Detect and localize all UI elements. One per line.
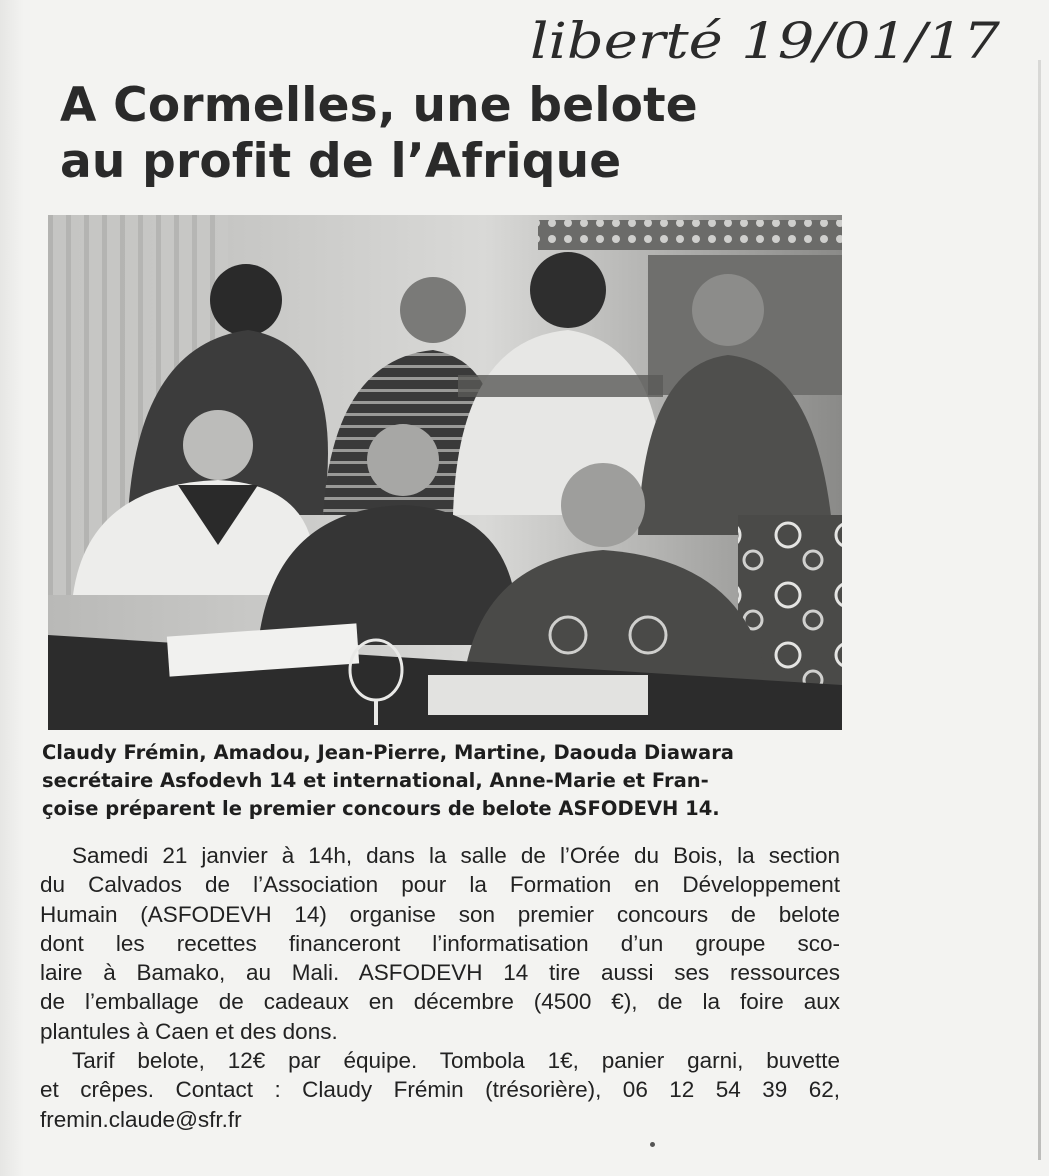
scan-column-edge	[1038, 60, 1041, 1160]
headline-line-2: au profit de l’Afrique	[60, 134, 622, 189]
article-line: plantules à Caen et des dons.	[40, 1018, 338, 1044]
article-line: dont les recettes financeront l’informatisation d’un groupe sco-	[40, 930, 840, 956]
caption-line-1: Claudy Frémin, Amadou, Jean-Pierre, Martine, Daouda Diawara	[42, 741, 734, 764]
article-line: Tarif belote, 12€ par équipe. Tombola 1€, panier garni, buvette	[72, 1048, 840, 1074]
handwritten-date-text: liberté 19/01/17	[530, 12, 1001, 70]
article-headline	[60, 78, 920, 190]
caption-line-3: çoise préparent le premier concours de belote ASFODEVH 14.	[42, 797, 720, 820]
headline-line-1: A Cormelles, une belote	[60, 78, 698, 133]
scan-speck	[650, 1142, 655, 1147]
article-body	[40, 841, 840, 1134]
handwritten-date-annotation	[520, 2, 1020, 80]
scan-page-edge	[0, 0, 24, 1176]
article-line: et crêpes. Contact : Claudy Frémin (trésorière), 06 12 54 39 62,	[40, 1077, 840, 1103]
caption-line-2: secrétaire Asfodevh 14 et international, Anne-Marie et Fran-	[42, 769, 709, 792]
photo-caption	[42, 739, 842, 823]
article-contact-email: fremin.claude@sfr.fr	[40, 1106, 242, 1132]
article-photo	[48, 215, 842, 730]
article-line: laire à Bamako, au Mali. ASFODEVH 14 tire aussi ses ressources	[40, 960, 840, 986]
article-line: de l’emballage de cadeaux en décembre (4500 €), de la foire aux	[40, 989, 840, 1015]
article-line: Humain (ASFODEVH 14) organise son premier concours de belote	[40, 901, 840, 927]
article-line: Samedi 21 janvier à 14h, dans la salle de l’Orée du Bois, la section	[72, 843, 840, 868]
article-line: du Calvados de l’Association pour la Formation en Développement	[40, 872, 840, 898]
group-photo-icon	[48, 215, 842, 730]
